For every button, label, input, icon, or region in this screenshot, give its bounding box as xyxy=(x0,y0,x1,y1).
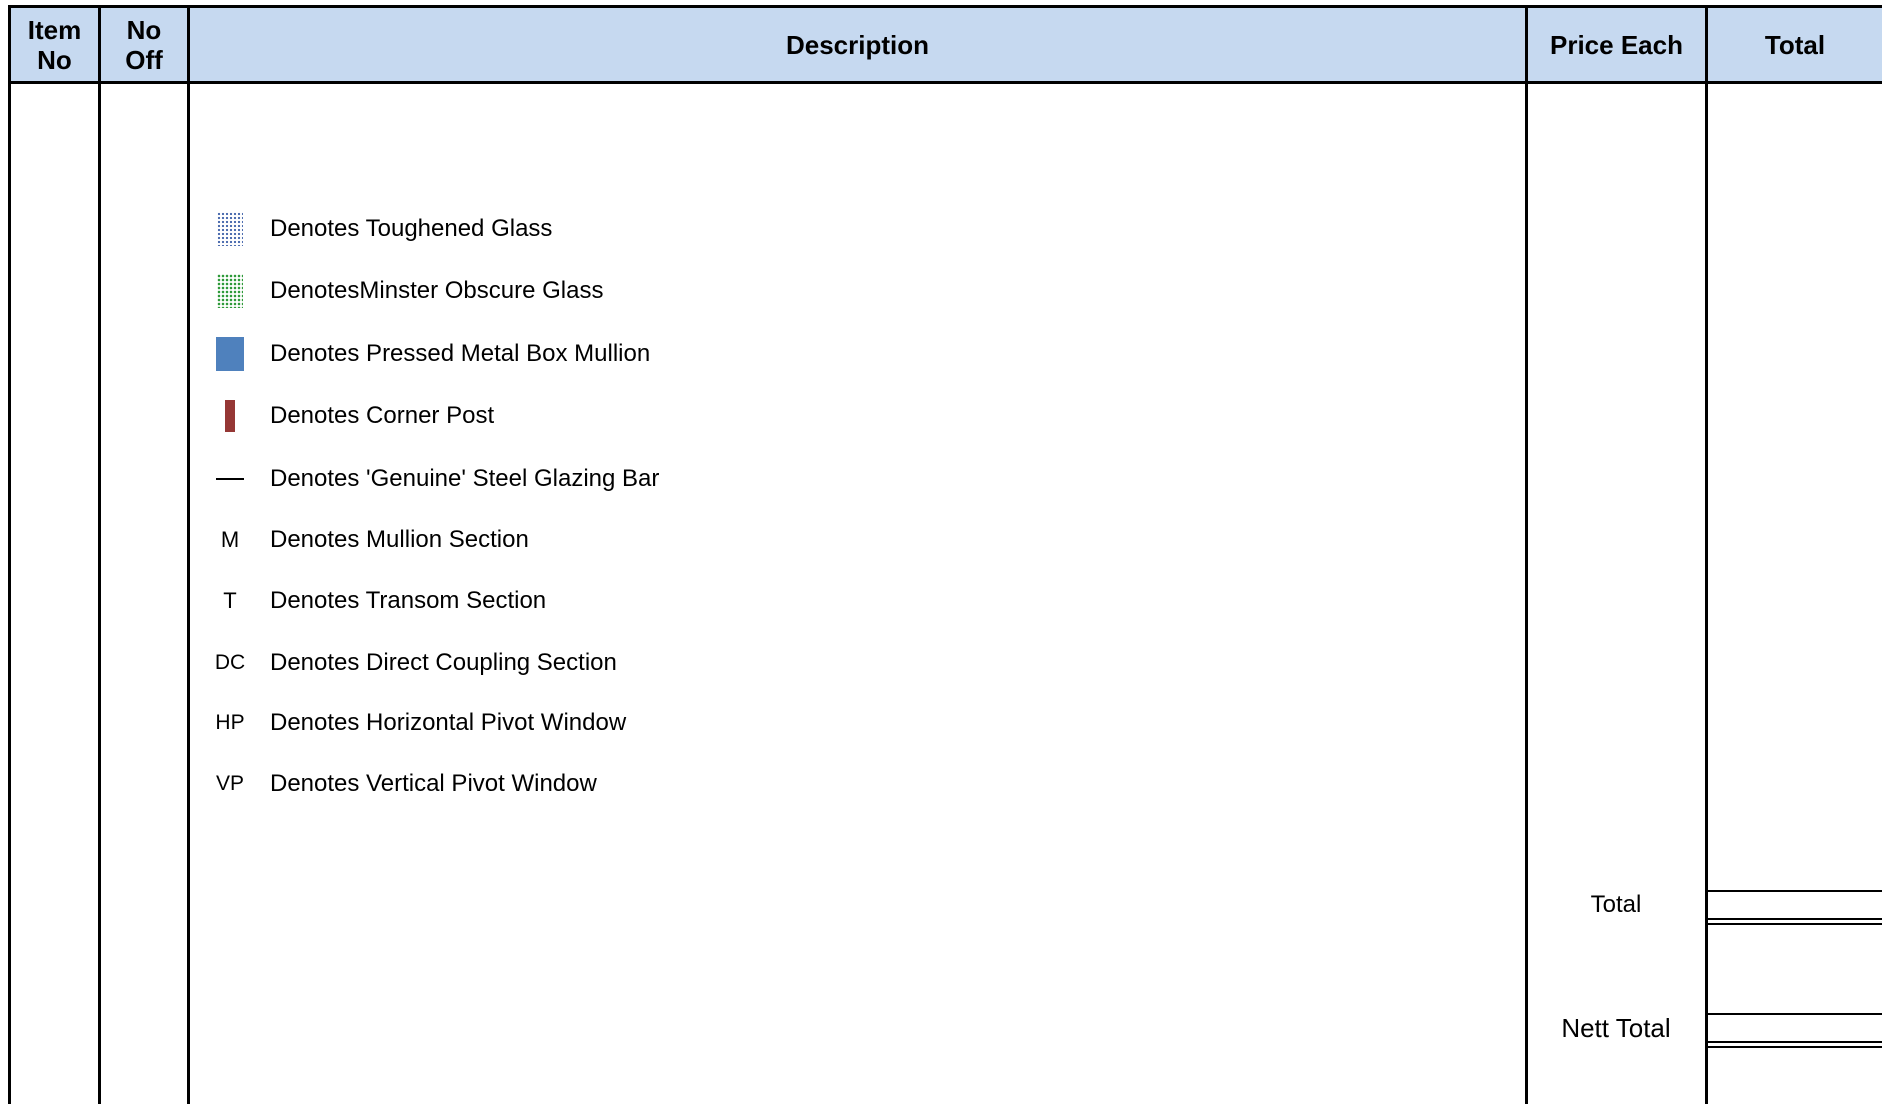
legend-item-toughened-glass xyxy=(212,209,552,249)
legend-label: Denotes Toughened Glass xyxy=(270,215,553,242)
box-mullion-swatch-icon xyxy=(212,334,248,374)
top-border xyxy=(8,5,1882,8)
header-description-label: Description xyxy=(785,30,930,60)
legend-label: Denotes Direct Coupling Section xyxy=(270,649,617,676)
legend-item-direct-coupling xyxy=(212,643,617,683)
legend-label: Denotes Mullion Section xyxy=(270,526,529,553)
glazing-bar-swatch-icon xyxy=(212,459,248,499)
total-box-bottom xyxy=(1708,918,1882,920)
column-divider xyxy=(1525,5,1528,1104)
legend-item-glazing-bar xyxy=(212,459,659,499)
header-total-label: Total xyxy=(1764,30,1826,60)
header-no-off xyxy=(101,8,187,82)
legend-label: Denotes Vertical Pivot Window xyxy=(270,770,597,797)
total-box-bottom xyxy=(1708,923,1882,925)
transom-section-symbol: T xyxy=(223,588,237,613)
total-value-cell[interactable] xyxy=(1710,893,1882,917)
nett-total-box-bottom xyxy=(1708,1046,1882,1048)
header-item-no-label: Item No xyxy=(27,15,82,75)
legend-label: Denotes Horizontal Pivot Window xyxy=(270,709,627,736)
legend-label: Denotes Corner Post xyxy=(270,402,495,429)
legend-item-mullion-section xyxy=(212,520,529,560)
column-divider xyxy=(187,5,190,1104)
obscure-glass-swatch-icon xyxy=(212,271,248,311)
legend-item-corner-post xyxy=(212,396,494,436)
total-box-top xyxy=(1708,890,1882,892)
header-price-each xyxy=(1528,8,1705,82)
header-no-off-label: No Off xyxy=(125,15,163,75)
header-price-each-label: Price Each xyxy=(1550,30,1683,60)
nett-total-label: Nett Total xyxy=(1561,1013,1671,1043)
legend-label: Denotes Transom Section xyxy=(270,587,547,614)
nett-total-value-cell[interactable] xyxy=(1710,1016,1882,1040)
header-total xyxy=(1708,8,1882,82)
nett-total-box-bottom xyxy=(1708,1041,1882,1043)
column-divider xyxy=(8,5,11,1104)
header-description xyxy=(190,8,1525,82)
mullion-section-symbol: M xyxy=(220,527,240,552)
legend-item-transom-section xyxy=(212,581,546,621)
corner-post-swatch-icon xyxy=(212,396,248,436)
nett-total-box-top xyxy=(1708,1013,1882,1015)
toughened-glass-swatch-icon xyxy=(212,209,248,249)
column-divider xyxy=(1705,5,1708,1104)
total-label: Total xyxy=(1590,891,1642,918)
header-bottom-border xyxy=(8,81,1882,84)
horizontal-pivot-symbol: HP xyxy=(215,711,245,734)
legend-item-vertical-pivot xyxy=(212,764,597,804)
header-item-no xyxy=(11,8,98,82)
legend-label: DenotesMinster Obscure Glass xyxy=(270,277,604,304)
legend-item-horizontal-pivot xyxy=(212,703,626,743)
legend-item-obscure-glass xyxy=(212,271,603,311)
column-divider xyxy=(98,5,101,1104)
vertical-pivot-symbol: VP xyxy=(215,772,244,795)
legend-label: Denotes Pressed Metal Box Mullion xyxy=(270,340,651,367)
legend-item-box-mullion xyxy=(212,334,650,374)
legend-label: Denotes 'Genuine' Steel Glazing Bar xyxy=(270,465,660,492)
direct-coupling-symbol: DC xyxy=(214,651,246,674)
